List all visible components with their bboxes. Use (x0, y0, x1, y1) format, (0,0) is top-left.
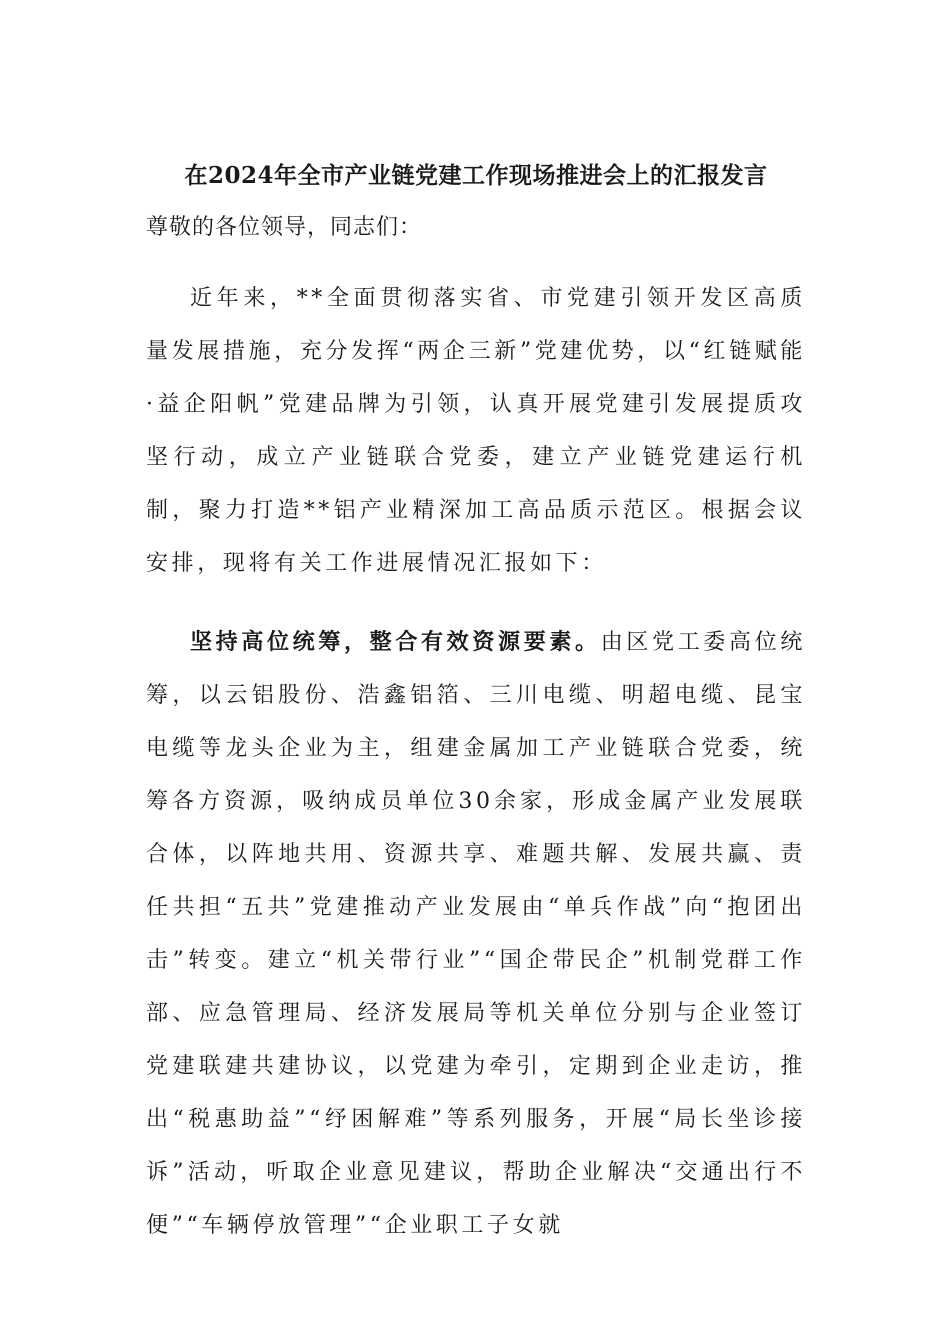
document-body (146, 150, 806, 1252)
section-paragraph-1 (146, 616, 806, 1252)
section-heading-1: 坚持高位统筹，整合有效资源要素。 (190, 629, 601, 655)
salutation: 尊敬的各位领导，同志们： (146, 215, 423, 240)
intro-paragraph: 近年来，**全面贯彻落实省、市党建引领开发区高质量发展措施，充分发挥“两企三新”党建优势，以“红链赋能·益企阳帆”党建品牌为引领，认真开展党建引发展提质攻坚行动，成立产业链联合党委，建立产业链党建运行机制，聚力打造**铝产业精深加工高品质示范区。根据会议安排，现将有关工作进展情况汇报如下： (146, 286, 806, 576)
document-title: 在2024年全市产业链党建工作现场推进会上的汇报发言 (184, 162, 768, 189)
section-body-1: 由区党工委高位统筹，以云铝股份、浩鑫铝箔、三川电缆、明超电缆、昆宝电缆等龙头企业为主，组建金属加工产业链联合党委，统筹各方资源，吸纳成员单位30余家，形成金属产业发展联合体，以阵地共用、资源共享、难题共解、发展共赢、责任共担“五共”党建推动产业发展由“单兵作战”向“抱团出击”转变。建立“机关带行业”“国企带民企”机制党群工作部、应急管理局、经济发展局等机关单位分别与企业签订党建联建共建协议，以党建为牵引，定期到企业走访，推出“税惠助益”“纾困解难”等系列服务，开展“局长坐诊接诉”活动，听取企业意见建议，帮助企业解决“交通出行不便”“车辆停放管理”“企业职工子女就 (146, 630, 806, 1238)
